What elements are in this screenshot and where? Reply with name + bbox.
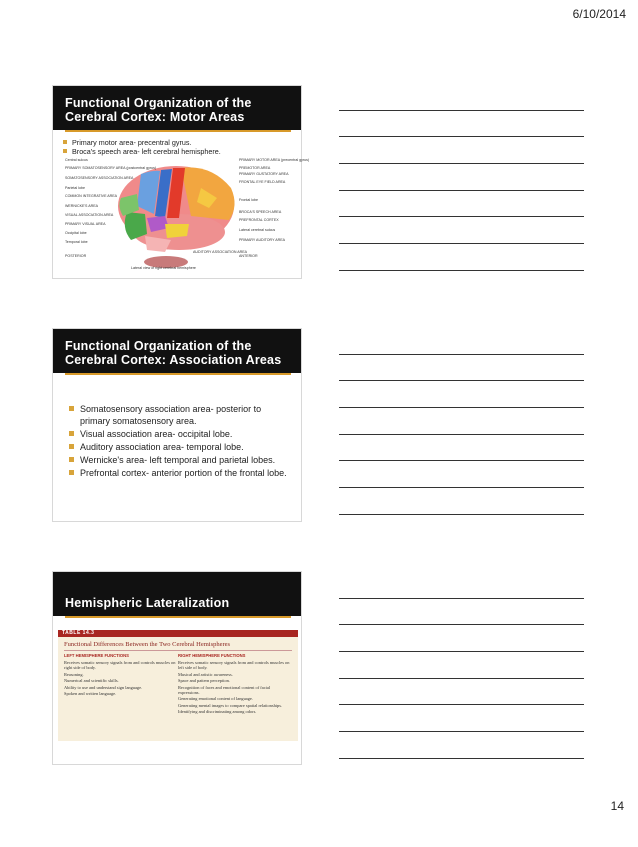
slide-title: Hemispheric Lateralization	[65, 596, 230, 610]
notes-line	[339, 487, 584, 488]
notes-line	[339, 598, 584, 599]
slide-motor-areas	[52, 85, 310, 279]
notes-line	[339, 110, 584, 111]
table-cell: Receives somatic sensory signals from and controls muscles on right side of body.	[64, 660, 176, 671]
notes-line	[339, 243, 584, 244]
left-hemisphere-column	[64, 653, 178, 716]
slide-hemispheric-lateralization	[52, 571, 302, 765]
right-hemisphere-column	[178, 653, 292, 716]
slide-header	[53, 572, 301, 616]
notes-line	[339, 731, 584, 732]
table-cell: Ability to use and understand sign language.	[64, 684, 143, 690]
title-accent-rule	[65, 373, 291, 375]
table-columns	[58, 651, 298, 716]
bullet-item: Prefrontal cortex- anterior portion of the frontal lobe.	[69, 467, 291, 479]
table-cell: Identifying and discriminating among odors.	[178, 709, 257, 715]
notes-line	[339, 354, 584, 355]
table-cell: Generating emotional content of language.	[178, 696, 253, 702]
bullet-item: Auditory association area- temporal lobe.	[69, 441, 291, 453]
figure-caption: Lateral view of right cerebral hemisphere	[131, 266, 196, 270]
notes-line	[339, 216, 584, 217]
table-title: Functional Differences Between the Two Cerebral Hemispheres	[64, 641, 231, 648]
slide-association-areas	[52, 328, 302, 522]
table-label-bar	[58, 630, 298, 637]
table-cell: Numerical and scientific skills.	[64, 678, 119, 684]
notes-line	[339, 380, 584, 381]
table-cell: Recognition of faces and emotional content of facial expressions.	[178, 684, 271, 696]
notes-line	[339, 651, 584, 652]
notes-line	[339, 678, 584, 679]
notes-line	[339, 460, 584, 461]
hemisphere-table	[58, 630, 298, 741]
bullet-list	[63, 138, 291, 156]
bullet-item: Wernicke's area- left temporal and parietal lobes.	[69, 454, 291, 466]
page-number: 14	[610, 799, 624, 813]
notes-line	[339, 624, 584, 625]
bullet-item: Somatosensory association area- posterior to primary somatosensory area.	[69, 403, 291, 427]
bullet-item: Primary motor area- precentral gyrus.	[63, 138, 291, 147]
notes-line	[339, 136, 584, 137]
table-cell: Receives somatic sensory signals from and controls muscles on left side of body.	[178, 660, 290, 671]
notes-line	[339, 514, 584, 515]
column-header: RIGHT HEMISPHERE FUNCTIONS	[178, 653, 246, 658]
notes-line	[339, 270, 584, 271]
page-date: 6/10/2014	[572, 7, 626, 21]
slide-header	[53, 329, 301, 373]
notes-line	[339, 704, 584, 705]
table-cell: Musical and artistic awareness.	[178, 671, 233, 677]
title-accent-rule	[65, 616, 291, 618]
title-accent-rule	[65, 130, 291, 132]
table-label: TABLE 14.3	[62, 630, 95, 636]
notes-line	[339, 758, 584, 759]
bullet-item: Visual association area- occipital lobe.	[69, 428, 291, 440]
bullet-list	[69, 403, 291, 479]
column-header: LEFT HEMISPHERE FUNCTIONS	[64, 653, 129, 658]
slide-title: Functional Organization of the Cerebral Cortex: Motor Areas	[65, 96, 252, 124]
brain-diagram: Central sulcus PRIMARY SOMATOSENSORY AREA (postcentral gyrus) SOMATOSENSORY ASSOCIATION AREA Parietal lobe COMMON INTEGRATIVE AREA WERNICKE'S AREA VISUAL ASSOCIATION AREA PRIMARY VISUAL AREA Occipital lobe Temporal lobe POSTERIOR PRIMARY MOTOR AREA (precentral gyrus) PREMOTOR AREA PRIMARY GUSTATORY AREA FRONTAL EYE FIELD AREA Frontal lobe BROCA'S SPEECH AREA PREFRONTAL CORTEX Lateral cerebral sulcus PRIMARY AUDITORY AREA ANTERIOR AUDITORY ASSOCIATION AREA Lateral view of right cerebral hemisphere	[61, 158, 295, 276]
notes-line	[339, 163, 584, 164]
bullet-item: Broca's speech area- left cerebral hemisphere.	[63, 147, 291, 156]
slide-header	[53, 86, 301, 130]
table-cell: Spoken and written language.	[64, 691, 117, 697]
notes-line	[339, 434, 584, 435]
notes-line	[339, 190, 584, 191]
table-cell: Space and pattern perception.	[178, 678, 230, 684]
table-cell: Reasoning.	[64, 671, 84, 677]
slide-title: Functional Organization of the Cerebral Cortex: Association Areas	[65, 339, 282, 367]
table-cell: Generating mental images to compare spatial relationships.	[178, 702, 283, 708]
notes-line	[339, 407, 584, 408]
